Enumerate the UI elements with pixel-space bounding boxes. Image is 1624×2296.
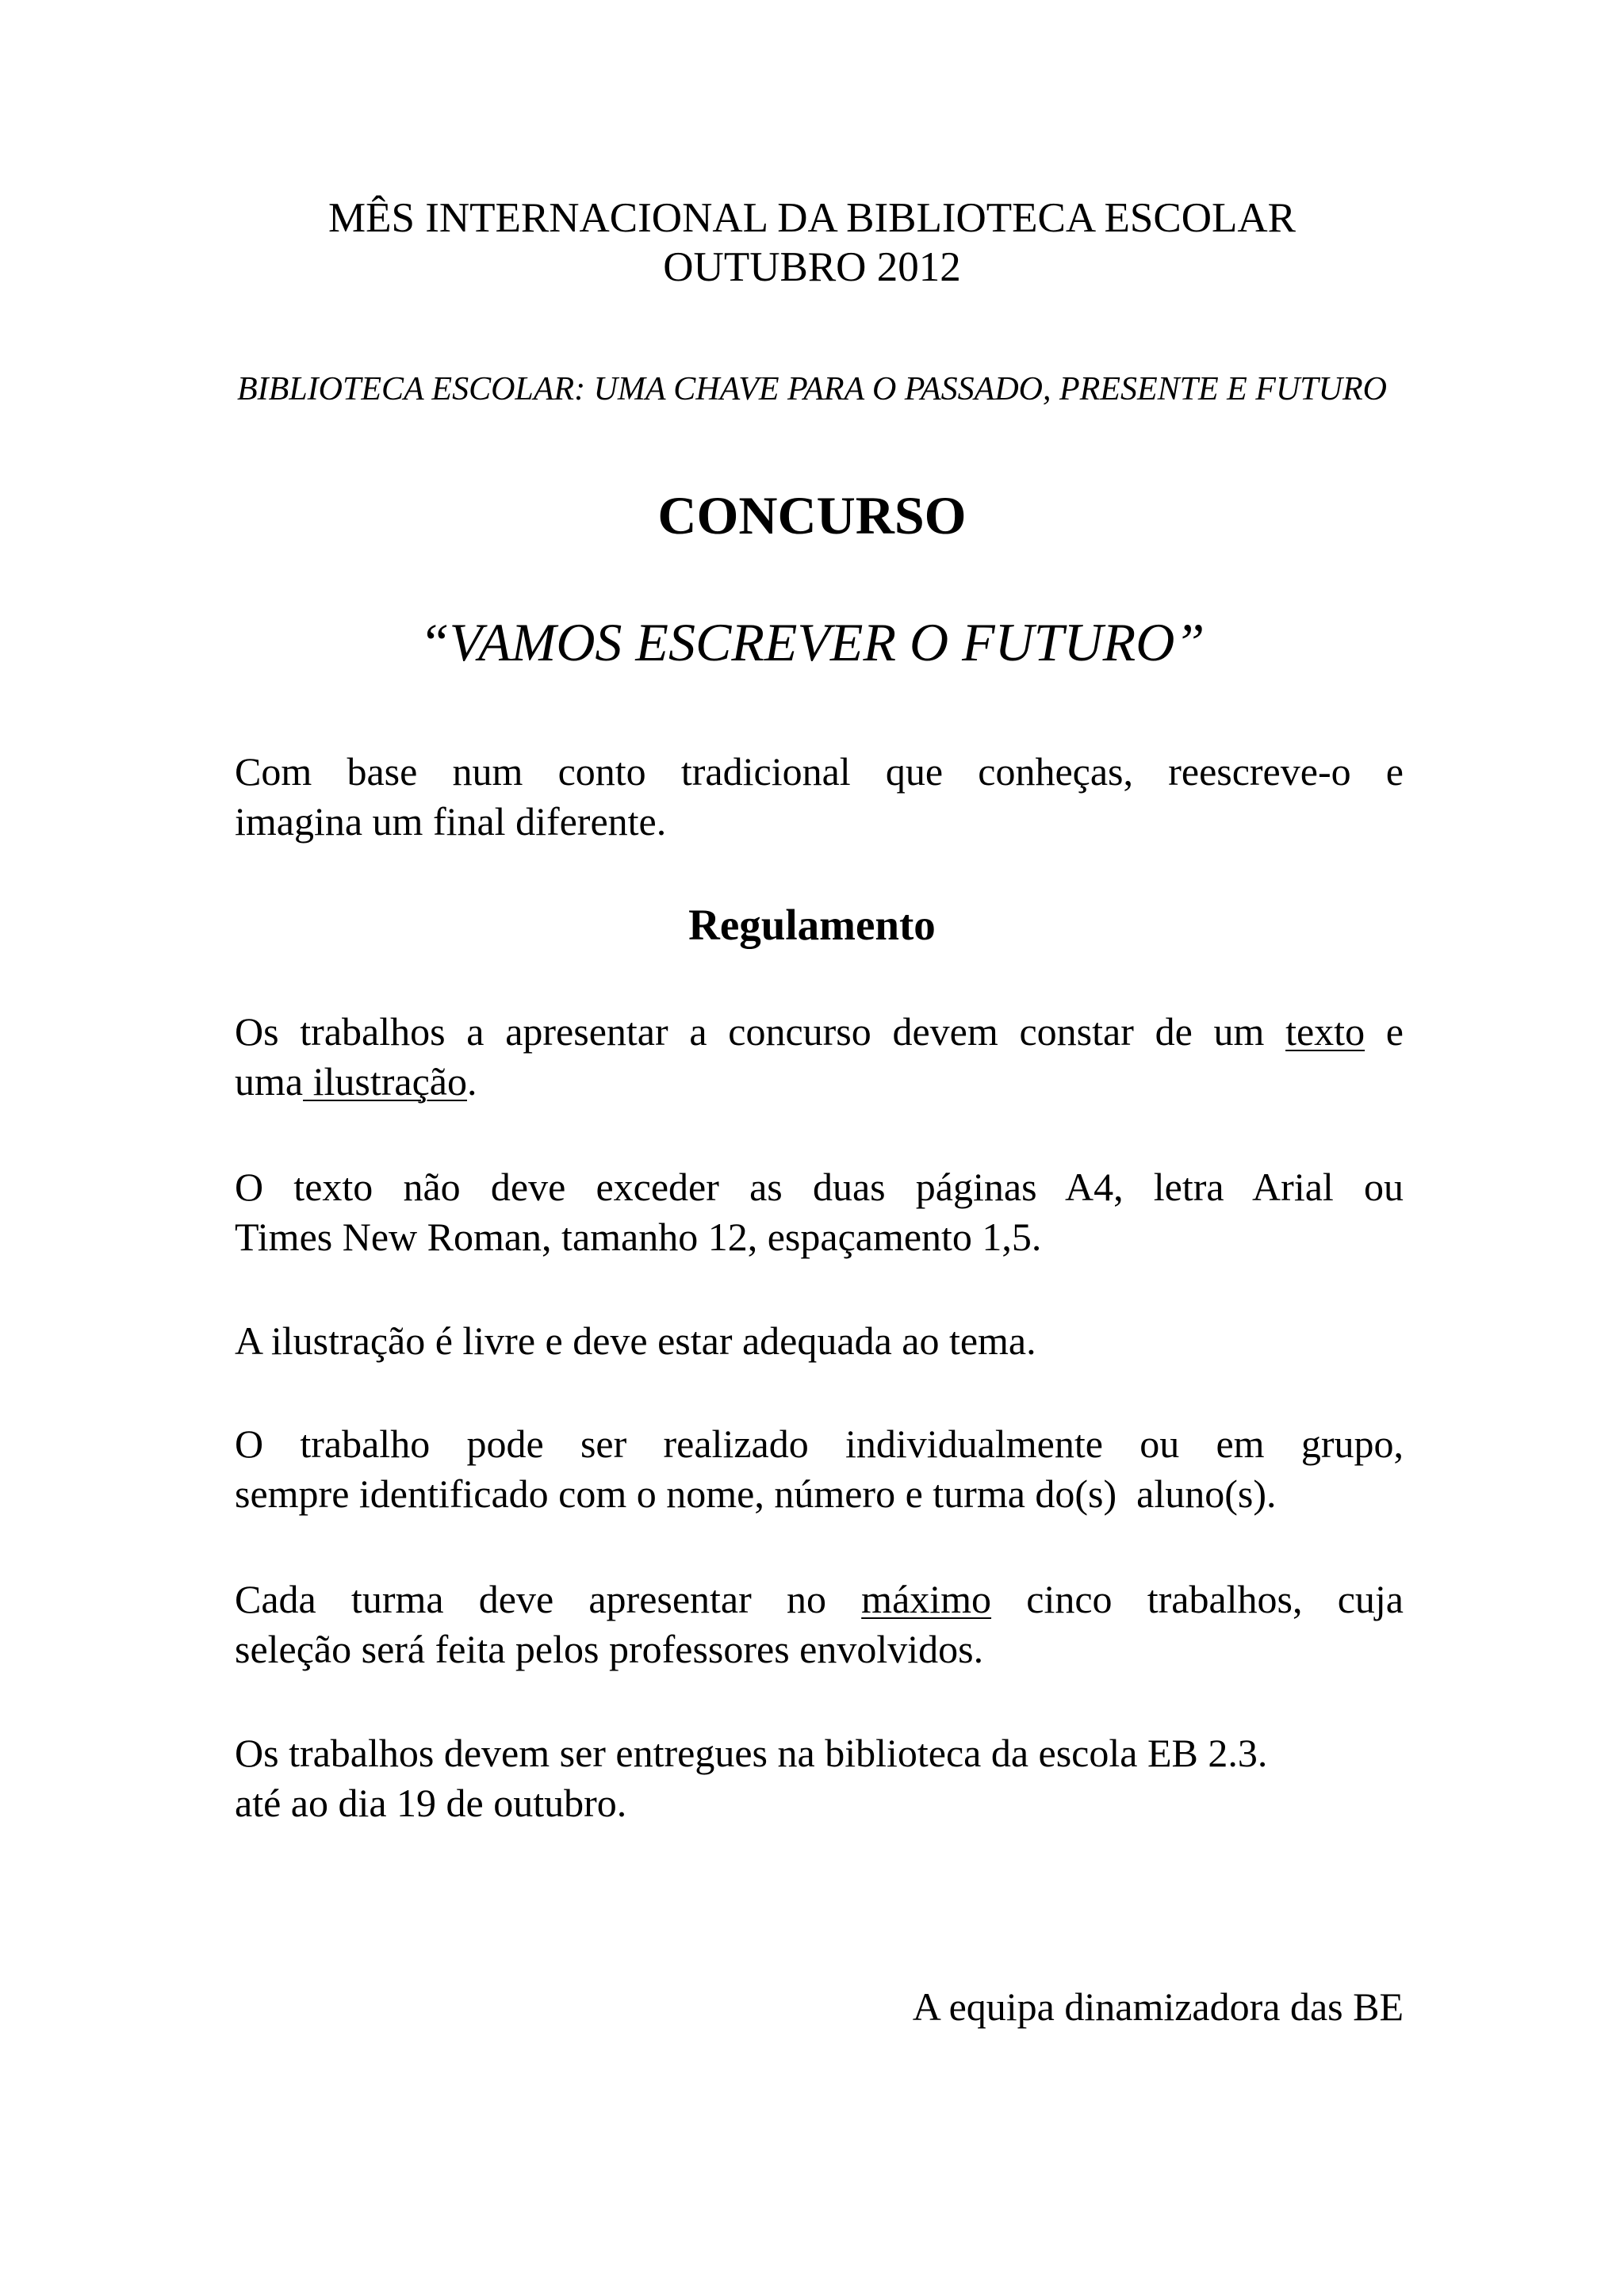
rule-6-line-2: até ao dia 19 de outubro.	[235, 1781, 627, 1825]
rule-4-line-1: O trabalho pode ser realizado individualmente ou em grupo,	[235, 1422, 1404, 1466]
event-date: OUTUBRO 2012	[663, 244, 961, 290]
rule-2-line-1: O texto não deve exceder as duas páginas A4, letra Arial ou	[235, 1165, 1404, 1209]
rule-1-underline-texto: texto	[1285, 1009, 1365, 1054]
rule-3-line-1: A ilustração é livre e deve estar adequada ao tema.	[235, 1318, 1036, 1363]
contest-label: CONCURSO	[657, 485, 967, 545]
rule-paragraph-6	[235, 1728, 1404, 1828]
event-title: MÊS INTERNACIONAL DA BIBLIOTECA ESCOLAR	[328, 195, 1296, 241]
contest-name: “VAMOS ESCREVER O FUTURO”	[419, 612, 1205, 672]
intro-line-1: Com base num conto tradicional que conheças, reescreve-o e	[235, 749, 1404, 794]
rule-paragraph-5	[235, 1575, 1404, 1674]
rule-paragraph-4	[235, 1419, 1404, 1519]
rule-paragraph-1	[235, 1007, 1404, 1107]
rule-1-text-mid: e	[1365, 1009, 1404, 1054]
rule-5-text-post: cinco trabalhos, cuja	[991, 1577, 1404, 1621]
rule-paragraph-2	[235, 1162, 1404, 1262]
rule-1-line-1	[235, 1007, 1404, 1057]
intro-paragraph	[235, 747, 1404, 847]
intro-line-2: imagina um final diferente.	[235, 799, 667, 844]
rule-1-text-pre: Os trabalhos a apresentar a concurso devem constar de um	[235, 1009, 1286, 1054]
rule-6-line-1: Os trabalhos devem ser entregues na biblioteca da escola EB 2.3.	[235, 1731, 1268, 1775]
event-theme: BIBLIOTECA ESCOLAR: UMA CHAVE PARA O PASSADO, PRESENTE E FUTURO	[237, 371, 1387, 408]
signature: A equipa dinamizadora das BE	[912, 1984, 1404, 2029]
rule-1-line-2	[235, 1057, 1404, 1107]
rule-5-text-pre: Cada turma deve apresentar no	[235, 1577, 862, 1621]
rule-4-line-2: sempre identificado com o nome, número e turma do(s) aluno(s).	[235, 1471, 1277, 1516]
rule-1-underline-ilustracao: ilustração	[303, 1059, 467, 1104]
rules-heading: Regulamento	[688, 901, 936, 949]
rule-5-underline-maximo: máximo	[861, 1577, 992, 1621]
rule-1-line-2-post: .	[466, 1059, 477, 1104]
rule-5-line-2: seleção será feita pelos professores envolvidos.	[235, 1627, 984, 1671]
rule-2-line-2: Times New Roman, tamanho 12, espaçamento 1,5.	[235, 1215, 1042, 1259]
rule-5-line-1	[235, 1575, 1404, 1624]
rule-1-line-2-pre: uma	[235, 1059, 304, 1104]
rule-paragraph-3	[235, 1316, 1404, 1366]
